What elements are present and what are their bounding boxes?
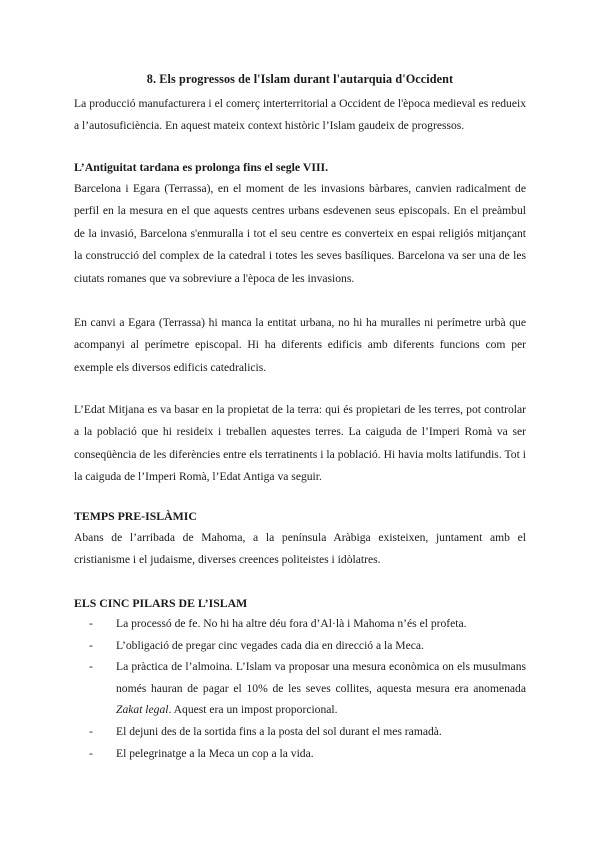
page-title: 8. Els progressos de l'Islam durant l'autarquia d'Occident [146,72,454,86]
list-item-text-start: La pràctica de l’almoina. L’Islam va proposar una mesura econòmica on els musulmans només hauran de pagar el 10% de les seves collites, aquesta mesura era anomenada [116,660,526,695]
list-item [74,635,526,657]
list-bullet: - [89,617,93,630]
list-bullet: - [89,660,93,674]
list-item [74,721,526,743]
section-heading-five-pillars: ELS CINC PILARS DE L’ISLAM [74,596,248,610]
intro-paragraph: La producció manufacturera i el comerç interterritorial a Occident de l'època medieval es redueix a l’autosuficiència. En aquest mateix context històric l’Islam gaudeix de progressos. [74,97,526,133]
list-item [74,613,526,635]
list-item-text-end: . Aquest era un impost proporcional. [168,703,338,717]
list-item-text: El dejuni des de la sortida fins a la posta del sol durant el mes ramadà. [116,724,442,738]
list-item [74,656,526,721]
paragraph-middle-ages: L’Edat Mitjana es va basar en la propietat de la terra: qui és propietari de les terres, pot controlar a la població que hi resideix i treballen aquestes terres. La caiguda de l’Imperi Romà va ser conseqüència de les diferències entre els terratinents i la població. Hi havia molts latifundis. Tot i la caiguda de l’Imperi Romà, l’Edat Antiga va seguir. [74,403,526,484]
list-bullet: - [89,638,93,652]
five-pillars-list [74,613,526,764]
section-heading-pre-islamic: TEMPS PRE-ISLÀMIC [74,509,197,523]
paragraph-barcelona-egara: Barcelona i Egara (Terrassa), en el moment de les invasions bàrbares, canvien radicalment de perfil en la mesura en el que aquests centres urbans esdevenen seus episcopals. En el preàmbul de la invasió, Barcelona s'enmuralla i tot el seu centre es converteix en espai religiós mitjançant la construcció del complex de la catedral i totes les seves basíliques. Barcelona va ser una de les ciutats romanes que va sobreviure a l'època de les invasions. [74,182,526,285]
list-item-text: L’obligació de pregar cinc vegades cada dia en direcció a la Meca. [116,638,424,652]
zakat-term: Zakat legal [116,703,169,717]
list-item-text: La processó de fe. No hi ha altre déu fora d’Al·là i Mahoma n’és el profeta. [116,617,467,630]
paragraph-pre-islamic: Abans de l’arribada de Mahoma, a la península Aràbiga existeixen, juntament amb el cristianisme i el judaisme, diverses creences politeistes i idòlatres. [74,531,526,567]
list-item-text [116,660,526,716]
list-item-text: El pelegrinatge a la Meca un cop a la vida. [116,746,314,760]
list-bullet: - [89,746,93,760]
list-bullet: - [89,724,93,738]
section-heading-late-antiquity: L’Antiguitat tardana es prolonga fins el segle VIII. [74,160,329,174]
paragraph-egara: En canvi a Egara (Terrassa) hi manca la entitat urbana, no hi ha muralles ni perímetre urbà que acompanyi al perímetre episcopal. Hi ha diferents edificis amb diferents funcions com per exemple els diversos edificis catedralicis. [74,316,526,374]
list-item [74,743,526,765]
